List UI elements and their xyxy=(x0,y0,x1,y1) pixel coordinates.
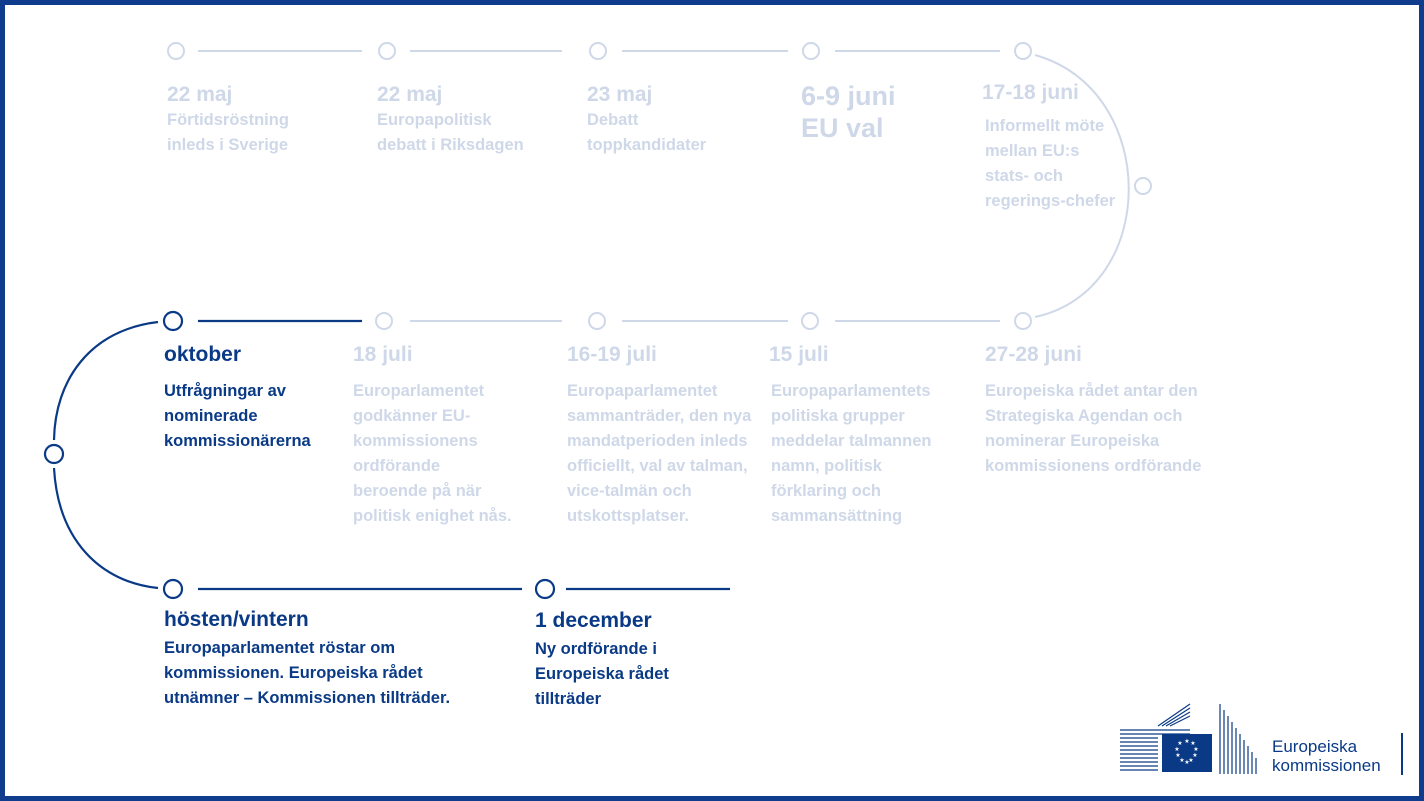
logo-line2: kommissionen xyxy=(1272,756,1381,775)
logo-divider xyxy=(1401,733,1403,775)
svg-text:★: ★ xyxy=(1184,738,1190,745)
event-date: 1 december xyxy=(535,609,652,632)
event-desc: Europaparlamentets politiska grupper meddelar talmannen namn, politisk förklaring och sammansättning xyxy=(771,382,932,525)
event-desc: Ny ordförande i Europeiska rådet tillträder xyxy=(535,640,669,708)
svg-text:★: ★ xyxy=(1188,757,1194,764)
event-date: 18 juli xyxy=(353,343,413,366)
svg-text:★: ★ xyxy=(1179,757,1185,764)
svg-text:★: ★ xyxy=(1190,740,1196,747)
svg-text:★: ★ xyxy=(1192,752,1198,759)
svg-text:★: ★ xyxy=(1193,746,1199,753)
european-commission-logo-icon xyxy=(1118,702,1268,778)
event-date: 16-19 juli xyxy=(567,343,657,366)
event-desc: Förtidsröstning inleds i Sverige xyxy=(167,111,289,154)
event-desc: Europaparlamentet röstar om kommissionen. Europeiska rådet utnämner – Kommissionen tillträder. xyxy=(164,639,451,707)
event-desc: Debatt toppkandidater xyxy=(587,111,707,154)
svg-text:★: ★ xyxy=(1174,746,1180,753)
event-desc: Europarlamentet godkänner EU-kommissionens ordförande beroende på när politisk enighet nås. xyxy=(353,382,512,525)
svg-text:★: ★ xyxy=(1184,759,1190,766)
logo-text xyxy=(1272,737,1381,775)
event-date: hösten/vintern xyxy=(164,608,309,631)
event-date: 23 maj xyxy=(587,83,653,106)
event-date: 22 maj xyxy=(167,83,233,106)
svg-text:★: ★ xyxy=(1177,740,1183,747)
svg-text:★: ★ xyxy=(1175,752,1181,759)
event-desc: Informellt möte mellan EU:s stats- och regerings-chefer xyxy=(985,117,1116,210)
event-date: 22 maj xyxy=(377,83,443,106)
event-desc: Europapolitisk debatt i Riksdagen xyxy=(377,111,524,154)
event-desc: Utfrågningar av nominerade kommissionärerna xyxy=(164,382,311,450)
event-desc: Europaparlamentet sammanträder, den nya mandatperioden inleds officiellt, val av talman, vice-talmän och utskottsplatser. xyxy=(567,382,752,525)
event-date: 17-18 juni xyxy=(982,81,1079,104)
logo-line1: Europeiska xyxy=(1272,737,1358,756)
event-date: 27-28 juni xyxy=(985,343,1082,366)
event-date: 15 juli xyxy=(769,343,829,366)
event-desc: Europeiska rådet antar den Strategiska Agendan och nominerar Europeiska kommissionens ordförande xyxy=(985,382,1202,475)
event-desc: EU val xyxy=(801,113,884,143)
event-date: oktober xyxy=(164,343,242,366)
event-date: 6-9 juni xyxy=(801,81,896,111)
